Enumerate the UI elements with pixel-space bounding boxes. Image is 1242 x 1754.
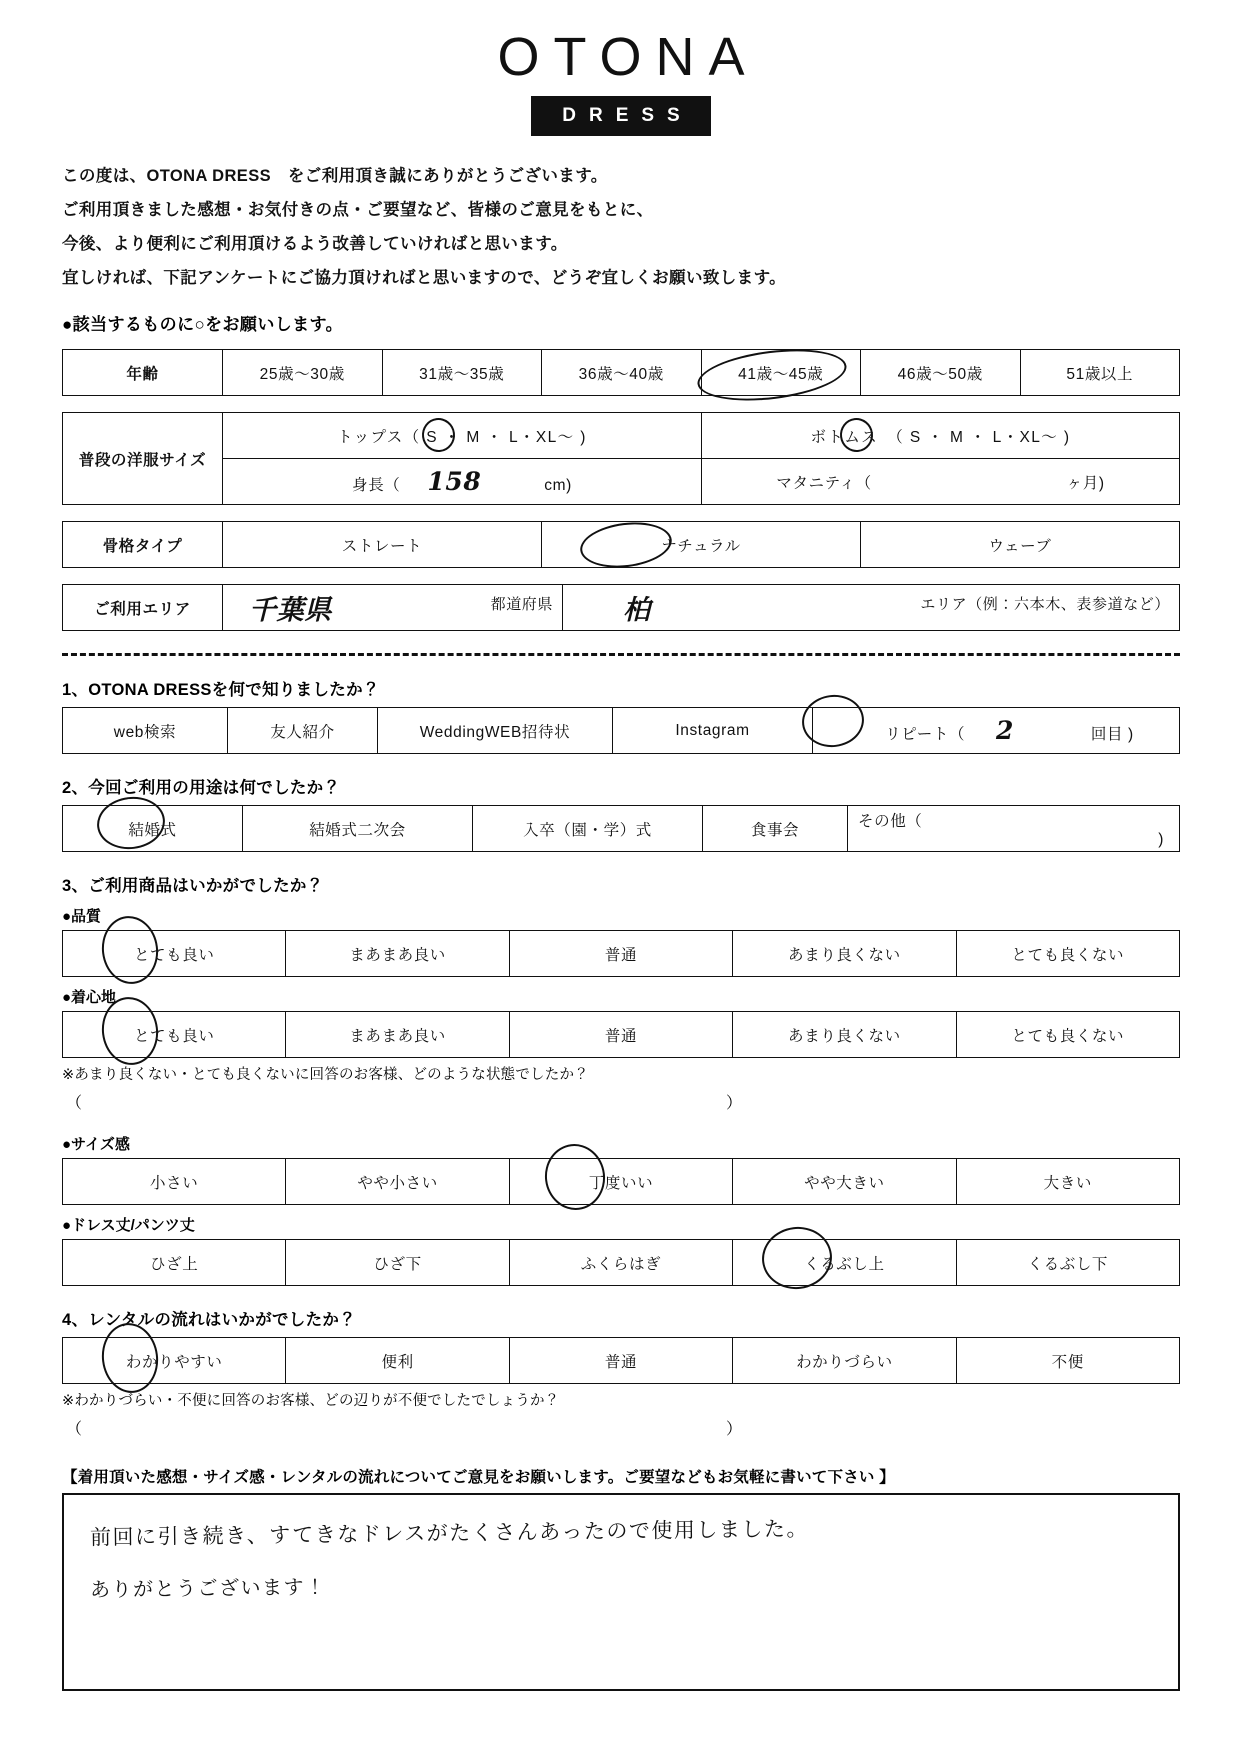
frame-option-1[interactable]: ナチュラル [542, 522, 861, 568]
size-section [62, 412, 1180, 505]
area-value: 柏 [623, 595, 651, 626]
q4-section [62, 1337, 1180, 1384]
q2-option-0[interactable]: 結婚式 [63, 806, 243, 852]
table-row [63, 585, 1180, 631]
q3-quality-section [62, 930, 1180, 977]
q4-free-close: ） [726, 1421, 743, 1438]
length-option-0[interactable]: ひざ上 [63, 1240, 286, 1286]
frame-type-table [62, 521, 1180, 568]
comment-line-2: ありがとうございます！ [89, 1574, 327, 1602]
comfort-free-close: ） [726, 1095, 743, 1112]
bottoms-size-option[interactable]: ボトムス （ S ・ M ・ L・XL～ ) [702, 413, 1180, 459]
table-row [63, 522, 1180, 568]
comfort-option-0[interactable]: とても良い [63, 1012, 286, 1058]
fit-option-0[interactable]: 小さい [63, 1159, 286, 1205]
q3-fit-table [62, 1158, 1180, 1205]
q3-fit-label: ●サイズ感 [62, 1136, 130, 1153]
comfort-option-2[interactable]: 普通 [509, 1012, 732, 1058]
q4-note: ※わかりづらい・不便に回答のお客様、どの辺りが不便でしたでしょうか？ [62, 1393, 560, 1409]
quality-option-1[interactable]: まあまあ良い [286, 931, 509, 977]
comfort-free-open: （ [66, 1095, 83, 1112]
fit-option-1[interactable]: やや小さい [286, 1159, 509, 1205]
maternity-value [877, 473, 1067, 492]
table-row [63, 1338, 1180, 1384]
intro-paragraph [62, 162, 1242, 288]
age-option-0[interactable]: 25歳～30歳 [223, 350, 383, 396]
q4-option-4[interactable]: 不便 [956, 1338, 1179, 1384]
frame-type-section [62, 521, 1180, 568]
prefecture-cell[interactable] [223, 585, 563, 631]
q2-other-cell[interactable] [848, 806, 1180, 852]
q1-section [62, 707, 1180, 754]
q2-other-value [922, 811, 1182, 830]
maternity-label-right: ヶ月) [1066, 474, 1105, 492]
intro-line-3: 今後、より便利にご利用頂けるよう改善していければと思います。 [62, 235, 568, 253]
height-cell[interactable] [223, 459, 702, 505]
comfort-option-1[interactable]: まあまあ良い [286, 1012, 509, 1058]
height-label-right: cm) [544, 477, 572, 494]
q4-table [62, 1337, 1180, 1384]
quality-option-4[interactable]: とても良くない [956, 931, 1179, 977]
q4-title: 4、レンタルの流れはいかがでしたか？ [62, 1311, 357, 1329]
q2-other-close: ) [1158, 830, 1164, 848]
q1-repeat-suffix: 回目 ) [1090, 726, 1134, 743]
q1-option-0[interactable]: web検索 [63, 708, 228, 754]
q3-quality-label: ●品質 [62, 908, 102, 925]
q1-option-2[interactable]: WeddingWEB招待状 [378, 708, 613, 754]
table-row [63, 413, 1180, 459]
age-table [62, 349, 1180, 396]
table-row [63, 1240, 1180, 1286]
quality-option-2[interactable]: 普通 [509, 931, 732, 977]
intro-line-4: 宜しければ、下記アンケートにご協力頂ければと思いますので、どうぞ宜しくお願い致します。 [62, 269, 787, 287]
brand-name: OTONA [497, 27, 759, 87]
q3-length-label: ●ドレス丈/パンツ丈 [62, 1217, 195, 1234]
height-label-left: 身長（ [352, 477, 401, 494]
q1-title: 1、OTONA DRESSを何で知りましたか？ [62, 681, 380, 699]
brand-subtitle: DRESS [531, 96, 710, 136]
age-option-3[interactable]: 41歳～45歳 [701, 350, 861, 396]
frame-type-label: 骨格タイプ [63, 522, 223, 568]
frame-option-0[interactable]: ストレート [223, 522, 542, 568]
q3-length-table [62, 1239, 1180, 1286]
frame-option-2[interactable]: ウェーブ [861, 522, 1180, 568]
intro-line-2: ご利用頂きました感想・お気付きの点・ご要望など、皆様のご意見をもとに、 [62, 201, 654, 219]
q1-repeat-cell[interactable] [813, 708, 1180, 754]
q4-free-open: （ [66, 1421, 83, 1438]
q3-length-section [62, 1239, 1180, 1286]
age-option-1[interactable]: 31歳～35歳 [382, 350, 542, 396]
area-section [62, 584, 1180, 631]
q4-free-input[interactable] [66, 1416, 766, 1439]
comment-line-1: 前回に引き続き、すてきなドレスがたくさんあったので使用しました。 [89, 1516, 810, 1550]
length-option-4[interactable]: くるぶし下 [956, 1240, 1179, 1286]
q3-comfort-free-input[interactable] [66, 1090, 766, 1113]
table-row [63, 708, 1180, 754]
q2-option-3[interactable]: 食事会 [703, 806, 848, 852]
q2-section [62, 805, 1180, 852]
quality-option-3[interactable]: あまり良くない [733, 931, 956, 977]
q2-title: 2、今回ご利用の用途は何でしたか？ [62, 779, 341, 797]
maternity-cell[interactable] [702, 459, 1180, 505]
comfort-option-4[interactable]: とても良くない [956, 1012, 1179, 1058]
q3-fit-section [62, 1158, 1180, 1205]
age-option-2[interactable]: 36歳～40歳 [542, 350, 702, 396]
height-value: 158 [427, 467, 482, 496]
fit-option-3[interactable]: やや大きい [733, 1159, 956, 1205]
area-detail-cell[interactable] [563, 585, 1180, 631]
q1-repeat-count: 2 [996, 716, 1014, 745]
q1-table [62, 707, 1180, 754]
size-label: 普段の洋服サイズ [63, 413, 223, 505]
comment-box[interactable] [62, 1493, 1180, 1691]
table-row [63, 459, 1180, 505]
q2-option-1[interactable]: 結婚式二次会 [243, 806, 473, 852]
q3-comfort-section [62, 1011, 1180, 1058]
q4-option-3[interactable]: わかりづらい [733, 1338, 956, 1384]
q4-option-2[interactable]: 普通 [509, 1338, 732, 1384]
comfort-option-3[interactable]: あまり良くない [733, 1012, 956, 1058]
tops-size-option[interactable]: トップス（ S ・ M ・ L・XL～ ) [223, 413, 702, 459]
q3-comfort-note: ※あまり良くない・とても良くないに回答のお客様、どのような状態でしたか？ [62, 1067, 589, 1083]
area-hint: エリア（例：六本木、表参道など） [920, 596, 1170, 613]
section-divider [62, 653, 1180, 656]
instruction-line: ●該当するものに○をお願いします。 [62, 315, 343, 334]
fit-option-4[interactable]: 大きい [956, 1159, 1179, 1205]
brand-header [0, 0, 1242, 136]
age-option-4[interactable]: 46歳～50歳 [861, 350, 1021, 396]
q4-option-1[interactable]: 便利 [286, 1338, 509, 1384]
table-row [63, 350, 1180, 396]
prefecture-hint: 都道府県 [490, 596, 553, 613]
prefecture-value: 千葉県 [249, 595, 332, 626]
q2-option-2[interactable]: 入卒（園・学）式 [473, 806, 703, 852]
length-option-1[interactable]: ひざ下 [286, 1240, 509, 1286]
q4-option-0[interactable]: わかりやすい [63, 1338, 286, 1384]
maternity-label-left: マタニティ（ [776, 474, 872, 492]
table-row [63, 931, 1180, 977]
quality-option-0[interactable]: とても良い [63, 931, 286, 977]
age-label: 年齢 [63, 350, 223, 396]
table-row [63, 806, 1180, 852]
q1-repeat-label: リピート（ [885, 726, 966, 743]
age-section [62, 349, 1180, 396]
comment-title: 【着用頂いた感想・サイズ感・レンタルの流れについてご意見をお願いします。ご要望などもお気軽に書いて下さい 】 [62, 1469, 895, 1486]
q3-comfort-label: ●着心地 [62, 989, 117, 1006]
q1-option-1[interactable]: 友人紹介 [228, 708, 378, 754]
q2-table [62, 805, 1180, 852]
q3-title: 3、ご利用商品はいかがでしたか？ [62, 877, 324, 895]
length-option-2[interactable]: ふくらはぎ [509, 1240, 732, 1286]
intro-line-1: この度は、OTONA DRESS をご利用頂き誠にありがとうございます。 [62, 167, 608, 185]
area-table [62, 584, 1180, 631]
q3-comfort-table [62, 1011, 1180, 1058]
age-option-5[interactable]: 51歳以上 [1020, 350, 1180, 396]
area-label: ご利用エリア [63, 585, 223, 631]
q3-quality-table [62, 930, 1180, 977]
q2-other-label: その他（ [858, 812, 923, 830]
size-table [62, 412, 1180, 505]
q1-option-3[interactable]: Instagram [613, 708, 813, 754]
fit-option-2[interactable]: 丁度いい [509, 1159, 732, 1205]
length-option-3[interactable]: くるぶし上 [733, 1240, 956, 1286]
table-row [63, 1159, 1180, 1205]
table-row [63, 1012, 1180, 1058]
